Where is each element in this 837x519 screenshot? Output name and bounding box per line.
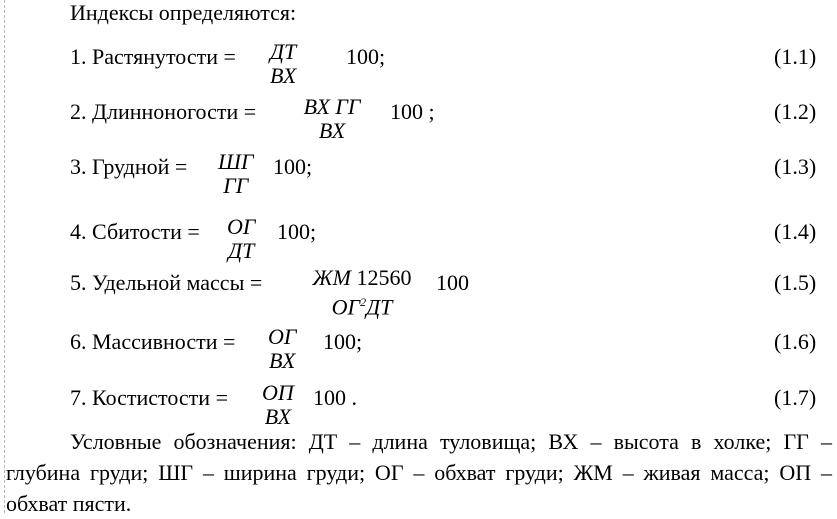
legend-paragraph: Условные обозначения: ДТ – длина туловища; ВХ – высота в холке; ГГ – глубина груди; ШГ – ширина груди; ОГ – обхват груди; ЖМ – живая масса; ОП – обхват пясти.	[6, 429, 832, 516]
multiplier: 100;	[277, 219, 317, 244]
denominator: ДТ	[228, 238, 255, 263]
fraction	[260, 381, 296, 429]
denominator-tail: ДТ	[366, 294, 393, 320]
numerator: ОП	[262, 380, 294, 405]
numerator-constant: 12560	[356, 265, 412, 290]
numerator: ДТ	[270, 39, 297, 64]
fraction	[225, 215, 257, 263]
page-margin-guide	[4, 0, 5, 513]
formula-label: 7. Костистости =	[70, 385, 228, 410]
formula-label: 4. Сбитости =	[70, 219, 200, 244]
multiplier: 100;	[273, 154, 313, 179]
denominator-variable: ОГ	[331, 294, 361, 320]
formula-label: 3. Грудной =	[70, 154, 188, 179]
equation-number: (1.5)	[774, 270, 817, 295]
numerator	[304, 266, 420, 290]
denominator: ВХ	[270, 63, 297, 88]
numerator: ОГ	[227, 214, 256, 239]
denominator: ВХ	[269, 348, 296, 373]
fraction	[304, 266, 420, 319]
fraction	[292, 95, 372, 143]
numerator: ВХ ГГ	[303, 94, 361, 119]
fraction	[266, 325, 298, 373]
section-heading: Индексы определяются:	[70, 0, 297, 25]
denominator: ГГ	[223, 173, 249, 198]
denominator	[304, 290, 420, 319]
equation-number: (1.2)	[774, 99, 817, 124]
multiplier: 100;	[346, 44, 386, 69]
formula-label: 5. Удельной массы =	[70, 270, 263, 295]
multiplier: 100;	[323, 329, 363, 354]
equation-number: (1.6)	[774, 329, 817, 354]
multiplier: 100 ;	[390, 99, 435, 124]
numerator-variable: ЖМ	[312, 265, 351, 290]
multiplier: 100	[436, 270, 469, 295]
fraction	[268, 40, 298, 88]
formula-label: 2. Длинноногости =	[70, 99, 257, 124]
multiplier: 100 .	[313, 385, 357, 410]
denominator: ВХ	[318, 118, 346, 143]
numerator: ОГ	[268, 324, 297, 349]
fraction	[216, 150, 255, 198]
denominator: ВХ	[264, 404, 292, 429]
formula-label: 1. Растянутости =	[70, 44, 236, 69]
denominator-exponent: 2	[360, 295, 367, 309]
equation-number: (1.4)	[774, 219, 817, 244]
equation-number: (1.1)	[774, 44, 817, 69]
equation-number: (1.7)	[774, 385, 817, 410]
formula-label: 6. Массивности =	[70, 329, 236, 354]
equation-number: (1.3)	[774, 154, 817, 179]
numerator: ШГ	[218, 149, 254, 174]
